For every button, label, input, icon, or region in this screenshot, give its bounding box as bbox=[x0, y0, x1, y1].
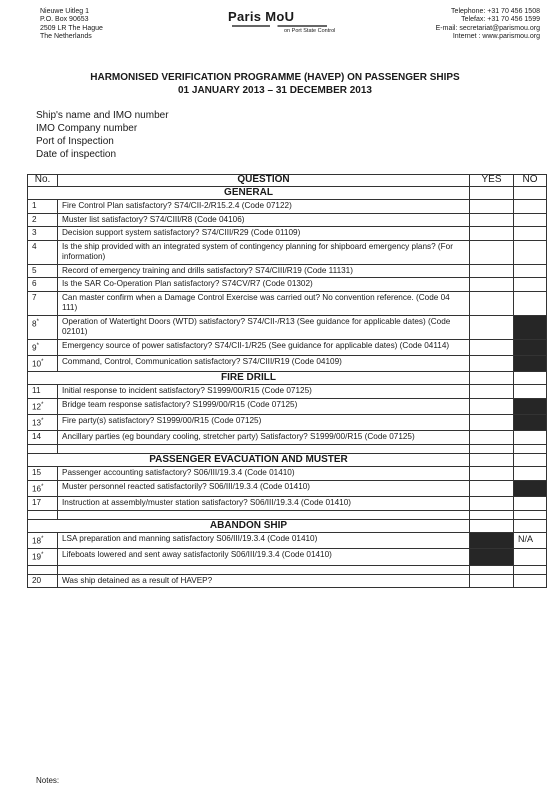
row-question: LSA preparation and manning satisfactory S06/III/19.3.4 (Code 01410) bbox=[58, 533, 470, 549]
notes-label: Notes: bbox=[36, 776, 60, 785]
row-number: 9* bbox=[28, 339, 58, 355]
yes-cell-shaded bbox=[470, 549, 514, 565]
row-question: Muster list satisfactory? S74/CIII/R8 (Code 04106) bbox=[58, 213, 470, 227]
questionnaire-table bbox=[27, 174, 547, 588]
no-cell[interactable] bbox=[514, 497, 547, 511]
address-line: The Netherlands bbox=[40, 32, 92, 40]
table-row bbox=[28, 339, 547, 355]
row-number: 3 bbox=[28, 227, 58, 241]
row-number: 4 bbox=[28, 240, 58, 264]
row-number: 7 bbox=[28, 291, 58, 315]
row-number: 6 bbox=[28, 278, 58, 292]
row-number: 15 bbox=[28, 467, 58, 481]
row-number: 16* bbox=[28, 480, 58, 496]
row-question: Fire party(s) satisfactory? S1999/00/R15 (Code 07125) bbox=[58, 415, 470, 431]
row-number: 8* bbox=[28, 315, 58, 339]
no-cell[interactable] bbox=[514, 240, 547, 264]
row-number: 13* bbox=[28, 415, 58, 431]
table-row bbox=[28, 240, 547, 264]
yes-cell[interactable] bbox=[470, 339, 514, 355]
info-imo-company: IMO Company number bbox=[36, 123, 138, 134]
contact-telephone: Telephone: +31 70 456 1508 bbox=[451, 8, 540, 15]
yes-cell[interactable] bbox=[470, 385, 514, 399]
section-title: ABANDON SHIP bbox=[28, 519, 470, 533]
table-row bbox=[28, 264, 547, 278]
contact-internet: Internet : www.parismou.org bbox=[452, 32, 540, 40]
no-cell[interactable] bbox=[514, 227, 547, 241]
table-row bbox=[28, 278, 547, 292]
header-no: No. bbox=[28, 175, 58, 187]
yes-cell[interactable] bbox=[470, 355, 514, 371]
logo-divider bbox=[232, 25, 327, 27]
row-question: Passenger accounting satisfactory? S06/III/19.3.4 (Code 01410) bbox=[58, 467, 470, 481]
table-row bbox=[28, 415, 547, 431]
row-number: 1 bbox=[28, 200, 58, 214]
row-question: Ancillary parties (eg boundary cooling, stretcher party) Satisfactory? S1999/00/R15 (Code 07125) bbox=[58, 431, 470, 445]
no-cell[interactable] bbox=[514, 213, 547, 227]
row-number: 2 bbox=[28, 213, 58, 227]
address-line: 2509 LR The Hague bbox=[40, 24, 103, 32]
logo-subtitle: on Port State Control bbox=[284, 28, 336, 34]
yes-cell[interactable] bbox=[470, 213, 514, 227]
row-question: Is the ship provided with an integrated system of contingency planning for shipboard emergency plans? (For information) bbox=[58, 240, 470, 264]
yes-cell[interactable] bbox=[470, 398, 514, 414]
yes-cell-shaded bbox=[470, 533, 514, 549]
no-cell-shaded bbox=[514, 315, 547, 339]
spacer-row bbox=[28, 444, 547, 453]
row-question: Muster personnel reacted satisfactorily? S06/III/19.3.4 (Code 01410) bbox=[58, 480, 470, 496]
table-row bbox=[28, 227, 547, 241]
row-question: Lifeboats lowered and sent away satisfactorily S06/III/19.3.4 (Code 01410) bbox=[58, 549, 470, 565]
table-row bbox=[28, 467, 547, 481]
table-row bbox=[28, 497, 547, 511]
table-row bbox=[28, 574, 547, 588]
yes-cell[interactable] bbox=[470, 480, 514, 496]
section-abandon-ship bbox=[28, 519, 547, 533]
spacer-row bbox=[28, 510, 547, 519]
yes-cell[interactable] bbox=[470, 291, 514, 315]
paris-mou-logo bbox=[228, 9, 358, 34]
table-row bbox=[28, 291, 547, 315]
row-number: 20 bbox=[28, 574, 58, 588]
header-question: QUESTION bbox=[58, 175, 470, 187]
inspection-info bbox=[36, 109, 169, 161]
secretariat-address bbox=[40, 8, 103, 41]
title-period: 01 JANUARY 2013 – 31 DECEMBER 2013 bbox=[178, 85, 372, 96]
row-question: Emergency source of power satisfactory? S74/CII-1/R25 (See guidance for applicable dates) (Code 04114) bbox=[58, 339, 470, 355]
yes-cell[interactable] bbox=[470, 240, 514, 264]
table-row bbox=[28, 213, 547, 227]
row-question: Bridge team response satisfactory? S1999/00/R15 (Code 07125) bbox=[58, 398, 470, 414]
table-row bbox=[28, 533, 547, 549]
address-line: Nieuwe Uitleg 1 bbox=[40, 8, 90, 15]
info-port: Port of Inspection bbox=[36, 136, 114, 147]
section-general bbox=[28, 186, 547, 200]
no-cell-shaded bbox=[514, 355, 547, 371]
section-fire-drill bbox=[28, 371, 547, 385]
no-cell[interactable] bbox=[514, 385, 547, 399]
yes-cell[interactable] bbox=[470, 574, 514, 588]
row-question: Decision support system satisfactory? S74/CIII/R29 (Code 01109) bbox=[58, 227, 470, 241]
yes-cell[interactable] bbox=[470, 227, 514, 241]
section-title: GENERAL bbox=[28, 186, 470, 200]
yes-cell[interactable] bbox=[470, 315, 514, 339]
table-row bbox=[28, 398, 547, 414]
section-passenger-evacuation bbox=[28, 453, 547, 467]
yes-cell[interactable] bbox=[470, 200, 514, 214]
row-number: 14 bbox=[28, 431, 58, 445]
row-number: 12* bbox=[28, 398, 58, 414]
no-cell[interactable] bbox=[514, 467, 547, 481]
address-line: P.O. Box 90653 bbox=[40, 16, 89, 24]
row-question: Fire Control Plan satisfactory? S74/CII-2/R15.2.4 (Code 07122) bbox=[58, 200, 470, 214]
row-number: 5 bbox=[28, 264, 58, 278]
yes-cell[interactable] bbox=[470, 264, 514, 278]
no-cell-shaded bbox=[514, 339, 547, 355]
table-row bbox=[28, 355, 547, 371]
table-row bbox=[28, 431, 547, 445]
row-question: Is the SAR Co-Operation Plan satisfactory? S74CV/R7 (Code 01302) bbox=[58, 278, 470, 292]
yes-cell[interactable] bbox=[470, 431, 514, 445]
table-row bbox=[28, 549, 547, 565]
row-question: Was ship detained as a result of HAVEP? bbox=[58, 574, 470, 588]
yes-cell[interactable] bbox=[470, 415, 514, 431]
row-question: Can master confirm when a Damage Control Exercise was carried out? No convention reference. (Code 04 111) bbox=[58, 291, 470, 315]
info-date: Date of inspection bbox=[36, 149, 117, 160]
no-cell[interactable] bbox=[514, 200, 547, 214]
yes-cell[interactable] bbox=[470, 497, 514, 511]
row-question: Instruction at assembly/muster station satisfactory? S06/III/19.3.4 (Code 01410) bbox=[58, 497, 470, 511]
no-cell-shaded bbox=[514, 415, 547, 431]
no-cell[interactable] bbox=[514, 549, 547, 565]
table-row bbox=[28, 315, 547, 339]
document-title bbox=[0, 71, 550, 97]
row-number: 19* bbox=[28, 549, 58, 565]
row-question: Initial response to incident satisfactory? S1999/00/R15 (Code 07125) bbox=[58, 385, 470, 399]
no-cell-shaded bbox=[514, 398, 547, 414]
row-question: Operation of Watertight Doors (WTD) satisfactory? S74/CII-/R13 (See guidance for applicable dates) (Code 02101) bbox=[58, 315, 470, 339]
section-title: PASSENGER EVACUATION AND MUSTER bbox=[28, 453, 470, 467]
yes-cell[interactable] bbox=[470, 467, 514, 481]
title-line: HARMONISED VERIFICATION PROGRAMME (HAVEP) ON PASSENGER SHIPS bbox=[90, 72, 460, 83]
contact-telefax: Telefax: +31 70 456 1599 bbox=[461, 16, 540, 24]
secretariat-contacts bbox=[436, 8, 540, 41]
header-no-answer: NO bbox=[514, 175, 547, 187]
logo-name: Paris MoU bbox=[228, 9, 295, 24]
spacer-row bbox=[28, 565, 547, 574]
row-number: 11 bbox=[28, 385, 58, 399]
row-question: Record of emergency training and drills satisfactory? S74/CIII/R19 (Code 11131) bbox=[58, 264, 470, 278]
section-title: FIRE DRILL bbox=[28, 371, 470, 385]
table-row bbox=[28, 385, 547, 399]
no-cell-shaded bbox=[514, 480, 547, 496]
table-row bbox=[28, 480, 547, 496]
no-cell[interactable] bbox=[514, 264, 547, 278]
info-ship-name: Ship's name and IMO number bbox=[36, 110, 169, 121]
header-yes: YES bbox=[470, 175, 514, 187]
contact-email: E-mail: secretariat@parismou.org bbox=[435, 24, 540, 32]
row-number: 17 bbox=[28, 497, 58, 511]
no-cell[interactable] bbox=[514, 291, 547, 315]
yes-cell[interactable] bbox=[470, 278, 514, 292]
no-cell[interactable] bbox=[514, 431, 547, 445]
row-number: 18* bbox=[28, 533, 58, 549]
table-row bbox=[28, 200, 547, 214]
row-number: 10* bbox=[28, 355, 58, 371]
no-cell[interactable] bbox=[514, 278, 547, 292]
row-question: Command, Control, Communication satisfactory? S74/CIII/R19 (Code 04109) bbox=[58, 355, 470, 371]
no-cell[interactable] bbox=[514, 574, 547, 588]
table-header-row bbox=[28, 175, 547, 187]
na-cell: N/A bbox=[514, 533, 547, 549]
